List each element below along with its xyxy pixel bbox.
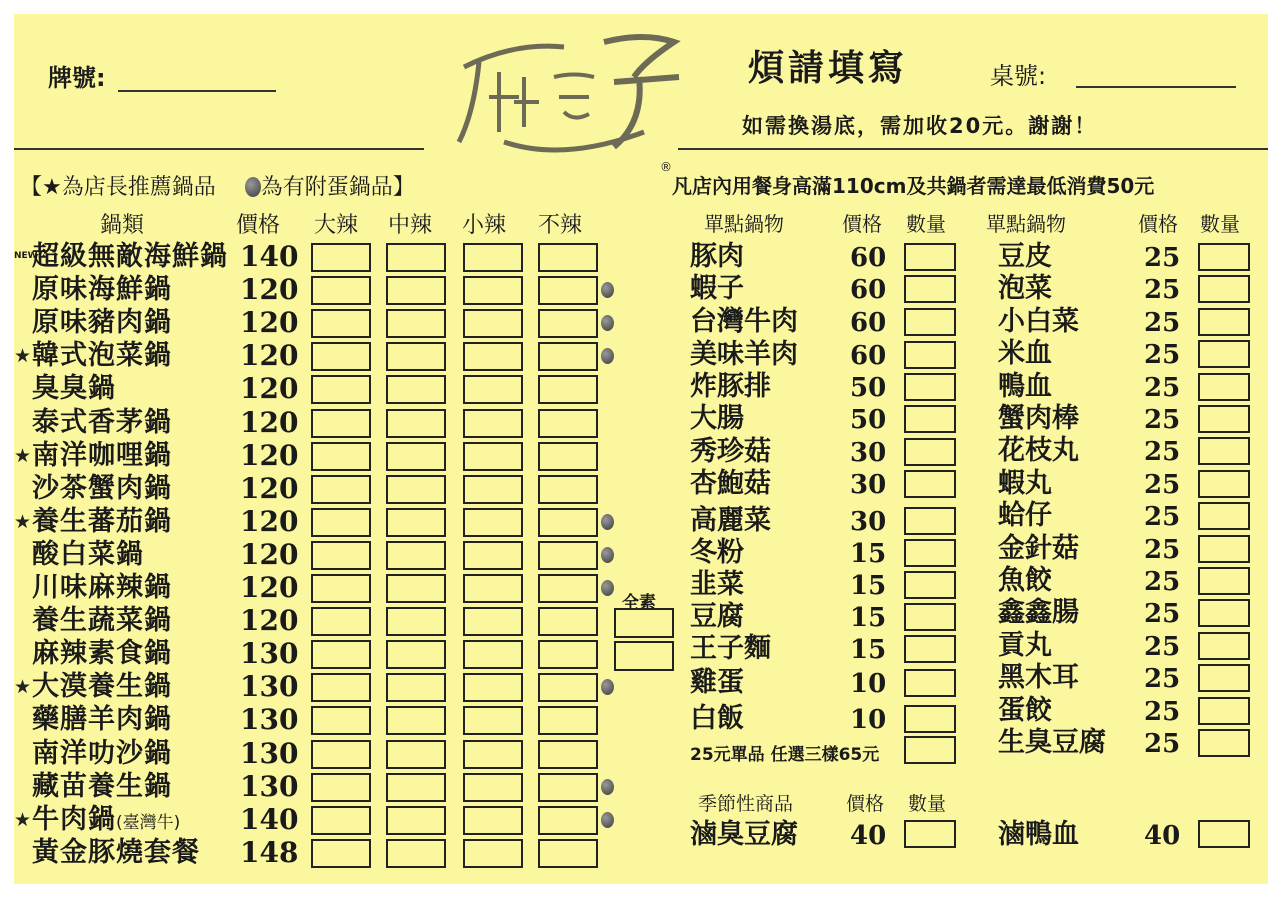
single-item-price: 60 bbox=[850, 243, 887, 273]
single-header-qty-left: 數量 bbox=[906, 212, 946, 236]
egg-icon bbox=[601, 812, 614, 828]
single-item-name: 大腸 bbox=[690, 403, 744, 434]
single-item-name: 生臭豆腐 bbox=[998, 727, 1106, 758]
single-item-price: 25 bbox=[1144, 729, 1181, 759]
spice-level-box[interactable] bbox=[463, 409, 523, 438]
single-item-qty-box[interactable] bbox=[1198, 340, 1250, 368]
pot-header-hot: 大辣 bbox=[314, 213, 359, 238]
seasonal-item-price: 40 bbox=[850, 821, 887, 851]
single-item-name: 蝦子 bbox=[690, 273, 744, 304]
spice-level-box[interactable] bbox=[311, 673, 371, 702]
spice-level-box[interactable] bbox=[538, 706, 598, 735]
pot-name: 原味海鮮鍋 bbox=[32, 274, 172, 306]
single-item-name: 泡菜 bbox=[998, 273, 1052, 305]
single-item-name: 冬粉 bbox=[690, 537, 744, 568]
single-item-name: 小白菜 bbox=[998, 305, 1079, 337]
spice-level-box[interactable] bbox=[463, 442, 523, 471]
pot-price: 148 bbox=[240, 835, 299, 869]
vegan-label: 全素 bbox=[622, 593, 656, 613]
single-item-name: 豆皮 bbox=[998, 241, 1052, 272]
egg-icon bbox=[601, 547, 614, 563]
spice-level-box[interactable] bbox=[538, 342, 598, 371]
spice-level-box[interactable] bbox=[311, 409, 371, 438]
single-item-name: 高麗菜 bbox=[690, 505, 771, 536]
spice-level-box[interactable] bbox=[538, 773, 598, 802]
spice-level-box[interactable] bbox=[463, 839, 523, 868]
pot-name: 臭臭鍋 bbox=[32, 373, 116, 405]
pot-header-price: 價格 bbox=[236, 213, 281, 238]
pot-price: 120 bbox=[240, 405, 299, 439]
seasonal-item-name: 滷鴨血 bbox=[998, 819, 1079, 850]
single-header-qty-right: 數量 bbox=[1200, 212, 1240, 236]
spice-level-box[interactable] bbox=[463, 342, 523, 371]
vegan-box-1[interactable] bbox=[614, 608, 674, 638]
spice-level-box[interactable] bbox=[311, 276, 371, 305]
single-item-price: 25 bbox=[1144, 567, 1181, 597]
spice-level-box[interactable] bbox=[386, 276, 446, 305]
spice-level-box[interactable] bbox=[463, 276, 523, 305]
single-item-qty-box[interactable] bbox=[904, 275, 956, 303]
star-icon: ★ bbox=[14, 676, 32, 699]
spice-level-box[interactable] bbox=[386, 607, 446, 636]
spice-level-box[interactable] bbox=[538, 276, 598, 305]
spice-level-box[interactable] bbox=[538, 375, 598, 404]
spice-level-box[interactable] bbox=[386, 640, 446, 669]
spice-level-box[interactable] bbox=[538, 243, 598, 272]
legend-egg-text: 為有附蛋鍋品 bbox=[260, 175, 393, 200]
single-item-price: 15 bbox=[850, 635, 887, 665]
pot-name: 泰式香茅鍋 bbox=[32, 406, 172, 438]
single-item-name: 雞蛋 bbox=[690, 667, 744, 698]
single-item-qty-box[interactable] bbox=[904, 571, 956, 599]
single-item-qty-box[interactable] bbox=[1198, 502, 1250, 530]
order-sheet bbox=[14, 14, 1268, 884]
spice-level-box[interactable] bbox=[463, 706, 523, 735]
pot-price: 120 bbox=[240, 604, 299, 638]
pot-price: 120 bbox=[240, 571, 299, 604]
pot-name: 藥膳羊肉鍋 bbox=[32, 704, 172, 736]
single-item-price: 25 bbox=[1144, 243, 1181, 273]
pot-price: 130 bbox=[240, 703, 299, 737]
single-item-qty-box[interactable] bbox=[1198, 535, 1250, 563]
single-header-name-left: 單點鍋物 bbox=[704, 212, 784, 236]
spice-level-box[interactable] bbox=[311, 806, 371, 835]
single-item-name: 魚餃 bbox=[998, 565, 1052, 596]
single-item-name: 鴨血 bbox=[998, 370, 1052, 402]
seasonal-item-name: 滷臭豆腐 bbox=[690, 819, 798, 850]
single-item-qty-box[interactable] bbox=[904, 308, 956, 336]
new-badge: NEW bbox=[14, 251, 38, 261]
plate-number-field[interactable] bbox=[118, 90, 276, 92]
single-item-name: 米血 bbox=[998, 338, 1052, 370]
single-item-name: 豚肉 bbox=[690, 241, 744, 272]
spice-level-box[interactable] bbox=[311, 475, 371, 504]
pot-name: 大漠養生鍋 bbox=[32, 671, 172, 703]
single-item-price: 25 bbox=[1144, 696, 1181, 727]
pot-header-none: 不辣 bbox=[538, 213, 583, 238]
spice-level-box[interactable] bbox=[386, 806, 446, 835]
single-item-price: 25 bbox=[1144, 631, 1181, 662]
pot-name: 麻辣素食鍋 bbox=[32, 638, 172, 670]
spice-level-box[interactable] bbox=[538, 309, 598, 338]
spice-level-box[interactable] bbox=[538, 640, 598, 669]
combo-qty-box[interactable] bbox=[904, 736, 956, 764]
single-item-name: 秀珍菇 bbox=[690, 436, 771, 467]
spice-level-box[interactable] bbox=[311, 375, 371, 404]
pot-name: 藏苗養生鍋 bbox=[32, 770, 172, 802]
single-item-name: 韭菜 bbox=[690, 569, 744, 600]
spice-level-box[interactable] bbox=[311, 342, 371, 371]
single-item-price: 60 bbox=[850, 341, 887, 371]
pot-header-medium: 中辣 bbox=[388, 213, 433, 238]
star-icon: ★ bbox=[14, 808, 32, 831]
single-item-qty-box[interactable] bbox=[904, 507, 956, 535]
pot-price: 120 bbox=[240, 339, 299, 373]
single-item-name: 豆腐 bbox=[690, 601, 744, 632]
spice-level-box[interactable] bbox=[538, 508, 598, 537]
single-item-qty-box[interactable] bbox=[1198, 243, 1250, 271]
single-item-price: 25 bbox=[1144, 469, 1181, 500]
single-item-qty-box[interactable] bbox=[904, 705, 956, 733]
spice-level-box[interactable] bbox=[463, 740, 523, 769]
seasonal-qty-box[interactable] bbox=[1198, 820, 1250, 848]
pot-name: 南洋叻沙鍋 bbox=[32, 737, 172, 769]
pot-price: 130 bbox=[240, 736, 299, 770]
spice-level-box[interactable] bbox=[311, 508, 371, 537]
spice-level-box[interactable] bbox=[386, 409, 446, 438]
spice-level-box[interactable] bbox=[463, 773, 523, 802]
spice-level-box[interactable] bbox=[386, 375, 446, 404]
pot-price: 120 bbox=[240, 372, 299, 406]
spice-level-box[interactable] bbox=[311, 442, 371, 471]
spice-level-box[interactable] bbox=[386, 309, 446, 338]
single-item-qty-box[interactable] bbox=[904, 341, 956, 369]
spice-level-box[interactable] bbox=[463, 541, 523, 570]
brand-logo bbox=[444, 22, 684, 174]
egg-icon bbox=[601, 679, 614, 695]
plate-number-label: 牌號: bbox=[48, 64, 106, 92]
single-item-name: 花枝丸 bbox=[998, 435, 1079, 467]
spice-level-box[interactable] bbox=[386, 475, 446, 504]
single-item-qty-box[interactable] bbox=[1198, 599, 1250, 627]
single-item-name: 蝦丸 bbox=[998, 467, 1052, 499]
egg-icon bbox=[245, 177, 261, 197]
egg-icon bbox=[601, 348, 614, 364]
registered-mark: ® bbox=[660, 160, 672, 174]
single-item-price: 10 bbox=[850, 669, 887, 699]
egg-icon bbox=[601, 315, 614, 331]
vegan-box-2[interactable] bbox=[614, 641, 674, 671]
spice-level-box[interactable] bbox=[538, 409, 598, 438]
single-item-name: 杏鮑菇 bbox=[690, 468, 771, 499]
single-item-price: 30 bbox=[850, 507, 887, 537]
single-item-price: 25 bbox=[1144, 664, 1181, 695]
single-header-name-right: 單點鍋物 bbox=[986, 212, 1066, 236]
single-item-qty-box[interactable] bbox=[1198, 437, 1250, 465]
pot-name: 黃金豚燒套餐 bbox=[32, 836, 200, 868]
policy-note: 凡店內用餐身高滿110cm及共鍋者需達最低消費50元 bbox=[672, 174, 1155, 198]
single-item-qty-box[interactable] bbox=[904, 373, 956, 401]
single-item-name: 黑木耳 bbox=[998, 662, 1079, 694]
pot-price: 120 bbox=[240, 306, 299, 340]
spice-level-box[interactable] bbox=[538, 541, 598, 570]
spice-level-box[interactable] bbox=[386, 839, 446, 868]
spice-level-box[interactable] bbox=[538, 475, 598, 504]
single-item-qty-box[interactable] bbox=[904, 470, 956, 498]
spice-level-box[interactable] bbox=[386, 243, 446, 272]
single-item-price: 25 bbox=[1144, 599, 1181, 630]
single-item-qty-box[interactable] bbox=[1198, 308, 1250, 336]
single-item-qty-box[interactable] bbox=[904, 603, 956, 631]
pot-price: 140 bbox=[240, 240, 299, 273]
single-item-qty-box[interactable] bbox=[904, 539, 956, 567]
pot-price: 130 bbox=[240, 670, 299, 704]
spice-level-box[interactable] bbox=[386, 574, 446, 603]
single-item-name: 金針菇 bbox=[998, 532, 1079, 564]
pot-price: 130 bbox=[240, 769, 299, 803]
single-item-price: 25 bbox=[1144, 275, 1181, 306]
spice-level-box[interactable] bbox=[463, 309, 523, 338]
spice-level-box[interactable] bbox=[463, 640, 523, 669]
single-item-qty-box[interactable] bbox=[1198, 729, 1250, 757]
spice-level-box[interactable] bbox=[311, 740, 371, 769]
single-item-price: 25 bbox=[1144, 405, 1181, 435]
spice-level-box[interactable] bbox=[311, 640, 371, 669]
table-number-field[interactable] bbox=[1076, 86, 1236, 88]
single-item-qty-box[interactable] bbox=[904, 669, 956, 697]
pot-name: 南洋咖哩鍋 bbox=[32, 439, 172, 471]
spice-level-box[interactable] bbox=[311, 541, 371, 570]
egg-icon bbox=[601, 779, 614, 795]
egg-icon bbox=[601, 282, 614, 298]
single-item-price: 10 bbox=[850, 705, 887, 735]
single-item-price: 25 bbox=[1144, 372, 1181, 403]
single-item-name: 蛤仔 bbox=[998, 500, 1052, 532]
fill-in-title: 煩請填寫 bbox=[748, 48, 909, 89]
pot-price: 120 bbox=[240, 504, 299, 538]
pot-name: 養生蔬菜鍋 bbox=[32, 605, 172, 637]
star-icon: ★ bbox=[14, 345, 32, 368]
single-item-qty-box[interactable] bbox=[1198, 664, 1250, 692]
spice-level-box[interactable] bbox=[538, 806, 598, 835]
legend-star-text: 為店長推薦鍋品 bbox=[61, 175, 216, 200]
pot-price: 120 bbox=[240, 537, 299, 571]
single-header-price-left: 價格 bbox=[842, 212, 882, 236]
star-icon: ★ bbox=[42, 175, 62, 200]
pot-name: 養生蕃茄鍋 bbox=[32, 505, 172, 537]
single-header-price-right: 價格 bbox=[1138, 212, 1178, 236]
single-item-price: 30 bbox=[850, 470, 887, 500]
star-icon: ★ bbox=[14, 510, 32, 533]
single-item-name: 貢丸 bbox=[998, 629, 1052, 661]
spice-level-box[interactable] bbox=[463, 508, 523, 537]
single-item-qty-box[interactable] bbox=[1198, 405, 1250, 433]
single-item-name: 美味羊肉 bbox=[690, 339, 798, 370]
spice-level-box[interactable] bbox=[386, 706, 446, 735]
spice-level-box[interactable] bbox=[538, 442, 598, 471]
single-item-qty-box[interactable] bbox=[1198, 632, 1250, 660]
single-item-name: 王子麵 bbox=[690, 633, 771, 664]
star-icon: ★ bbox=[14, 444, 32, 467]
spice-level-box[interactable] bbox=[386, 740, 446, 769]
spice-level-box[interactable] bbox=[311, 243, 371, 272]
spice-level-box[interactable] bbox=[538, 673, 598, 702]
spice-level-box[interactable] bbox=[463, 574, 523, 603]
single-item-qty-box[interactable] bbox=[904, 243, 956, 271]
table-number-label: 桌號: bbox=[990, 62, 1047, 90]
single-item-price: 25 bbox=[1144, 340, 1181, 371]
pot-name: 牛肉鍋(臺灣牛) bbox=[32, 803, 181, 835]
single-item-price: 25 bbox=[1144, 437, 1181, 468]
seasonal-qty-box[interactable] bbox=[904, 820, 956, 848]
spice-level-box[interactable] bbox=[463, 475, 523, 504]
spice-level-box[interactable] bbox=[463, 243, 523, 272]
soup-change-note: 如需換湯底，需加收20元。謝謝！ bbox=[742, 114, 1098, 138]
single-item-qty-box[interactable] bbox=[904, 438, 956, 466]
spice-level-box[interactable] bbox=[386, 508, 446, 537]
spice-level-box[interactable] bbox=[538, 740, 598, 769]
spice-level-box[interactable] bbox=[311, 839, 371, 868]
header-divider-left bbox=[14, 148, 424, 150]
single-item-price: 15 bbox=[850, 539, 887, 569]
spice-level-box[interactable] bbox=[538, 607, 598, 636]
single-item-qty-box[interactable] bbox=[1198, 470, 1250, 498]
seasonal-header-name: 季節性商品 bbox=[698, 793, 794, 815]
single-item-qty-box[interactable] bbox=[904, 405, 956, 433]
spice-level-box[interactable] bbox=[311, 706, 371, 735]
single-item-price: 25 bbox=[1144, 534, 1181, 565]
spice-level-box[interactable] bbox=[311, 309, 371, 338]
spice-level-box[interactable] bbox=[386, 541, 446, 570]
spice-level-box[interactable] bbox=[538, 574, 598, 603]
pot-name: 沙茶蟹肉鍋 bbox=[32, 472, 172, 504]
spice-level-box[interactable] bbox=[463, 806, 523, 835]
seasonal-header-price: 價格 bbox=[846, 793, 885, 815]
seasonal-header-qty: 數量 bbox=[908, 793, 947, 815]
spice-level-box[interactable] bbox=[386, 673, 446, 702]
combo-note: 25元單品 任選三樣65元 bbox=[690, 745, 880, 765]
single-item-price: 30 bbox=[850, 438, 887, 468]
pot-header-mild: 小辣 bbox=[462, 213, 507, 238]
egg-icon bbox=[601, 514, 614, 530]
spice-level-box[interactable] bbox=[386, 442, 446, 471]
pot-price: 120 bbox=[240, 273, 299, 307]
single-item-price: 15 bbox=[850, 571, 887, 601]
pot-price: 130 bbox=[240, 637, 299, 671]
single-item-qty-box[interactable] bbox=[1198, 697, 1250, 725]
single-item-name: 炸豚排 bbox=[690, 371, 771, 402]
single-item-qty-box[interactable] bbox=[1198, 373, 1250, 401]
single-item-qty-box[interactable] bbox=[1198, 567, 1250, 595]
pot-header-name: 鍋類 bbox=[100, 213, 145, 238]
spice-level-box[interactable] bbox=[463, 673, 523, 702]
egg-icon bbox=[601, 580, 614, 596]
pot-price: 120 bbox=[240, 438, 299, 472]
spice-level-box[interactable] bbox=[386, 773, 446, 802]
single-item-name: 白飯 bbox=[690, 703, 744, 734]
pot-name: 川味麻辣鍋 bbox=[32, 572, 172, 603]
spice-level-box[interactable] bbox=[311, 574, 371, 603]
seasonal-item-price: 40 bbox=[1144, 821, 1181, 851]
pot-price: 140 bbox=[240, 802, 299, 836]
single-item-price: 50 bbox=[850, 405, 887, 435]
spice-level-box[interactable] bbox=[538, 839, 598, 868]
pot-name: 酸白菜鍋 bbox=[32, 538, 144, 570]
header-divider-right bbox=[678, 148, 1268, 150]
single-item-price: 15 bbox=[850, 603, 887, 633]
single-item-price: 25 bbox=[1144, 502, 1181, 533]
single-item-price: 60 bbox=[850, 308, 887, 338]
pot-price: 120 bbox=[240, 471, 299, 505]
single-item-name: 鑫鑫腸 bbox=[998, 597, 1079, 629]
spice-level-box[interactable] bbox=[311, 607, 371, 636]
pot-name: 超級無敵海鮮鍋 bbox=[32, 241, 228, 272]
single-item-name: 台灣牛肉 bbox=[690, 306, 798, 337]
single-item-name: 蛋餃 bbox=[998, 694, 1052, 726]
single-item-qty-box[interactable] bbox=[904, 635, 956, 663]
single-item-name: 蟹肉棒 bbox=[998, 403, 1079, 434]
pot-subname: (臺灣牛) bbox=[116, 812, 181, 833]
pot-name: 原味豬肉鍋 bbox=[32, 307, 172, 339]
single-item-price: 60 bbox=[850, 275, 887, 305]
pot-name: 韓式泡菜鍋 bbox=[32, 340, 172, 372]
spice-level-box[interactable] bbox=[311, 773, 371, 802]
single-item-price: 50 bbox=[850, 373, 887, 403]
spice-level-box[interactable] bbox=[463, 607, 523, 636]
spice-level-box[interactable] bbox=[463, 375, 523, 404]
single-item-price: 25 bbox=[1144, 307, 1181, 338]
single-item-qty-box[interactable] bbox=[1198, 275, 1250, 303]
spice-level-box[interactable] bbox=[386, 342, 446, 371]
legend: 【★為店長推薦鍋品 為有附蛋鍋品】 bbox=[20, 175, 415, 200]
